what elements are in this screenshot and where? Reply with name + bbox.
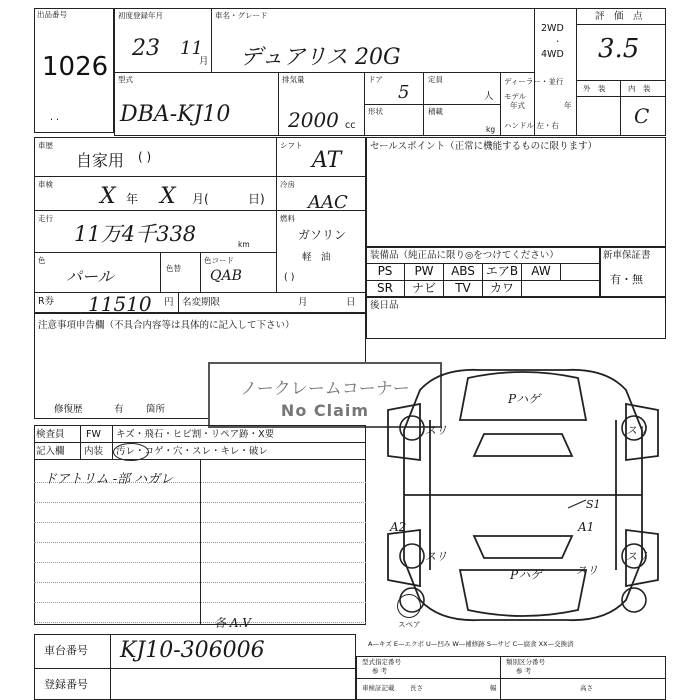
load-label: 積載	[428, 107, 443, 116]
inspector-row2: 汚レ・コゲ・穴・スレ・キレ・破レ	[116, 446, 268, 457]
transfer-label: 名変期限	[182, 297, 221, 308]
lot-label: 出品番号	[37, 10, 67, 19]
inspection-label: 車検	[38, 180, 53, 189]
bottom-e: 幅	[490, 684, 497, 692]
lot-number: 1026	[42, 52, 109, 82]
capacity-unit: 人	[484, 91, 494, 102]
equip-item-r2-2: TV	[444, 280, 483, 297]
rule-line	[34, 562, 366, 563]
no-claim-jp: ノークレームコーナー	[240, 379, 410, 399]
equipment-label: 装備品（純正品に限り◎をつけてください）	[370, 250, 559, 261]
transfer-month: 月	[298, 297, 308, 308]
color-code-label: 色コード	[204, 256, 234, 265]
transfer-day: 日	[346, 297, 356, 308]
history-paren: ( )	[138, 150, 152, 164]
shift-label: シフト	[280, 141, 303, 150]
sales-point-label: セールスポイント（正常に機能するものに限ります）	[370, 141, 598, 152]
note-doortrim: ドアトリム -部 ハガレ	[44, 472, 174, 487]
color-label: 色	[38, 256, 46, 265]
first-reg-month-unit: 月	[199, 56, 209, 67]
disp-unit: cc	[345, 120, 356, 131]
bottom-a-ref: 参 考	[372, 667, 388, 675]
equip-item-r2-3: カワ	[483, 280, 522, 297]
bottom-b: 類別区分番号	[506, 658, 545, 666]
equip-item-r1-1: PW	[405, 263, 444, 280]
sales-point-box	[366, 137, 666, 247]
mark-ur: スリ	[626, 424, 648, 437]
spare-circle	[397, 594, 421, 618]
doors-value: 5	[398, 82, 410, 103]
repaint-label: 色替	[166, 264, 181, 273]
shape-label: 形状	[368, 107, 383, 116]
equip-item-r2-1: ナビ	[405, 280, 444, 297]
rule-line	[34, 522, 366, 523]
ac-label: 冷房	[280, 180, 295, 189]
mark-s1: S1	[586, 498, 601, 511]
spare-label: スペア	[398, 620, 421, 629]
year-unit: 年	[564, 101, 572, 110]
bottom-c: 車検証記載	[362, 684, 395, 692]
mark-lr: スリ	[576, 564, 598, 577]
first-reg-month: 11	[180, 38, 203, 59]
inspector-fw: FW	[86, 429, 101, 440]
color-code-value: QAB	[210, 268, 242, 284]
first-reg-year: 23	[132, 36, 160, 61]
model-year-label: モデル	[504, 92, 527, 101]
rule-line	[34, 582, 366, 583]
inspector-interior: 内装	[84, 446, 104, 457]
ext-label: 外 装	[583, 84, 606, 93]
inspector-label1: 検査員	[36, 429, 65, 440]
repair-count: 箇所	[146, 404, 166, 415]
ac-value: AAC	[308, 192, 348, 213]
mark-mr: スリ	[626, 550, 648, 563]
drive-4wd: 4WD	[541, 49, 564, 60]
dealer-label: ディーラー・並行	[504, 77, 564, 86]
equip-item-r2-0: SR	[366, 280, 405, 297]
bottom-f: 高さ	[580, 684, 593, 692]
fuel-value: ガソリン	[298, 228, 347, 242]
shift-value: AT	[312, 148, 342, 173]
bottom-d: 長さ	[410, 684, 423, 692]
capacity-label: 定員	[428, 75, 443, 84]
score-label: 評 価 点	[595, 11, 643, 22]
load-unit: kg	[486, 125, 496, 134]
bottom-a: 型式指定番号	[362, 658, 401, 666]
int-label: 内 装	[628, 84, 651, 93]
recycle-value: 11510	[88, 292, 152, 316]
mileage-unit: km	[238, 240, 250, 249]
notes-label: 注意事項申告欄（不具合内容等は具体的に記入して下さい）	[38, 320, 295, 331]
first-reg-label: 初度登録年月	[118, 11, 163, 20]
disp-value: 2000	[288, 108, 339, 132]
inspection-month-unit: 月(	[192, 192, 209, 206]
disp-label: 排気量	[282, 75, 305, 84]
warranty-label: 新車保証書	[603, 250, 651, 261]
legend: A—キズ E—エクボ U—凹み W—補修跡 S—サビ C—腐食 XX—交換済	[368, 640, 574, 648]
color-value: パール	[66, 267, 114, 286]
rear-box	[366, 297, 666, 339]
warranty-value: 有・無	[610, 273, 643, 286]
car-name-value: デュアリス 20G	[240, 45, 401, 70]
model-label: 型式	[118, 75, 133, 84]
repair-value: 有	[114, 404, 124, 415]
fuel-paren: ( )	[284, 272, 295, 283]
drive-2wd: 2WD	[541, 23, 564, 34]
inspection-month: X	[160, 184, 176, 209]
circle-mark	[113, 443, 149, 461]
inspection-day-unit: 日)	[248, 192, 265, 206]
mark-ll: スリ	[425, 550, 447, 563]
doors-label: ドア	[368, 75, 383, 84]
chassis-label: 車台番号	[44, 644, 88, 657]
chassis-value: KJ10-306006	[120, 638, 265, 663]
drive-dot: ・	[554, 37, 562, 46]
equip-item-r1-2: ABS	[444, 263, 483, 280]
inspection-year-unit: 年	[126, 192, 139, 206]
equip-item-r1-4: AW	[522, 263, 561, 280]
fuel-light-oil: 軽 油	[302, 252, 331, 263]
inspection-year: X	[100, 184, 116, 209]
history-value: 自家用	[76, 151, 125, 170]
mark-a2: A2	[390, 520, 407, 534]
rear-label: 後日品	[370, 300, 399, 311]
score-value: 3.5	[598, 34, 640, 64]
mark-hood: Pハゲ	[508, 392, 541, 406]
rule-line	[34, 622, 366, 623]
inspector-label2: 記入欄	[36, 446, 65, 457]
mileage-label: 走行	[38, 214, 53, 223]
recycle-label: R券	[38, 296, 55, 307]
mark-rear: Pハゲ	[510, 568, 543, 582]
year-label: 年式	[510, 101, 525, 110]
mileage-value: 11万4千338	[74, 222, 197, 246]
rule-line	[34, 602, 366, 603]
car-name-label: 車名・グレード	[215, 11, 268, 20]
recycle-unit: 円	[164, 297, 174, 308]
no-claim-en: No Claim	[280, 401, 370, 420]
note-each: 各 A.V	[214, 616, 251, 630]
model-value: DBA-KJ10	[120, 102, 231, 127]
history-label: 車歴	[38, 141, 53, 150]
equip-item-r1-3: エアB	[483, 263, 522, 280]
mark-ul: スリ	[425, 424, 447, 437]
handle-label: ハンドル 左・右	[504, 121, 559, 130]
mark-a1: A1	[578, 520, 595, 534]
lot-dots: . .	[50, 112, 60, 123]
equip-item-r1-0: PS	[366, 263, 405, 280]
repair-label: 修復歴	[54, 404, 83, 415]
rule-line	[34, 542, 366, 543]
inspector-row1: キズ・飛石・ヒビ割・リペア跡・X要	[116, 429, 275, 440]
registration-label: 登録番号	[44, 678, 88, 691]
fuel-label: 燃料	[280, 214, 295, 223]
int-score: C	[634, 104, 650, 128]
bottom-b-ref: 参 考	[516, 667, 532, 675]
rule-line	[34, 502, 366, 503]
